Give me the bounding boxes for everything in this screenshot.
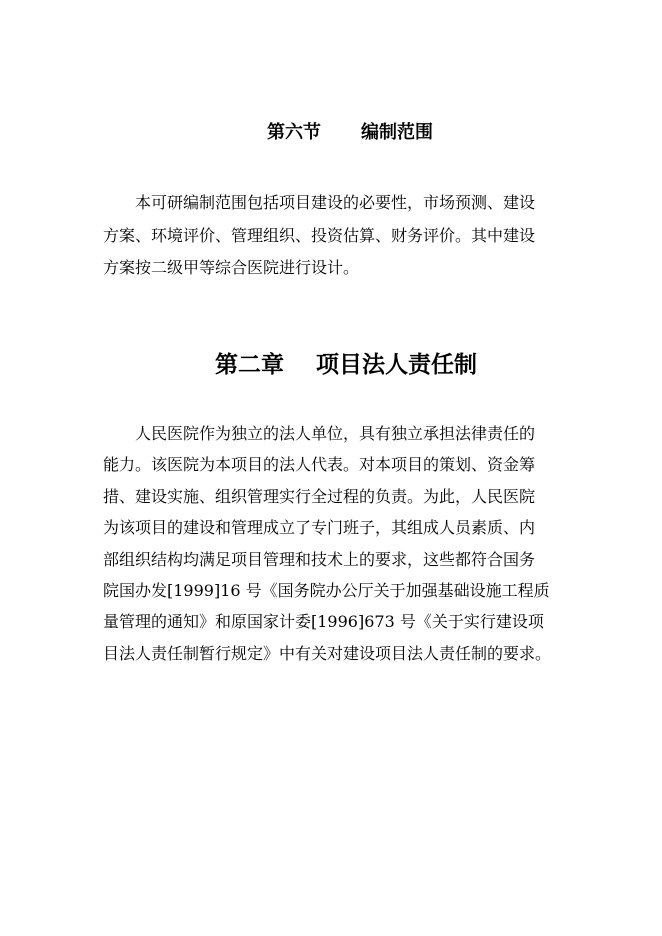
chapter-heading (0, 348, 662, 382)
section-number: 第六节 (267, 122, 321, 143)
paragraph-line: 本可研编制范围包括项目建设的必要性，市场预测、建设 (135, 193, 536, 212)
paragraph-line: 人民医院作为独立的法人单位，具有独立承担法律责任的 (135, 424, 536, 443)
chapter-number: 第二章 (215, 351, 284, 378)
chapter-title: 项目法人责任制 (316, 351, 477, 378)
paragraph-line: 部组织结构均满足项目管理和技术上的要求，这些都符合国务 (103, 549, 536, 569)
section-title: 编制范围 (361, 122, 433, 143)
paragraph-line: 方案按二级甲等综合医院进行设计。 (103, 258, 360, 277)
section-heading (0, 120, 662, 146)
paragraph-line: 为该项目的建设和管理成立了专门班子，其组成人员素质、内 (103, 518, 536, 538)
section-paragraph (103, 187, 583, 285)
chapter-paragraph (103, 418, 583, 669)
paragraph-line: 能力。该医院为本项目的法人代表。对本项目的策划、资金筹 (103, 455, 536, 475)
paragraph-line: 院国办发[1999]16 号《国务院办公厅关于加强基础设施工程质 (103, 581, 550, 601)
paragraph-line: 方案、环境评价、管理组织、投资估算、财务评价。其中建设 (103, 225, 536, 245)
paragraph-line: 目法人责任制暂行规定》中有关对建设项目法人责任制的要求。 (103, 643, 552, 663)
paragraph-line: 量管理的通知》和原国家计委[1996]673 号《关于实行建设项 (103, 612, 544, 632)
paragraph-line: 措、建设实施、组织管理实行全过程的负责。为此，人民医院 (103, 486, 536, 506)
